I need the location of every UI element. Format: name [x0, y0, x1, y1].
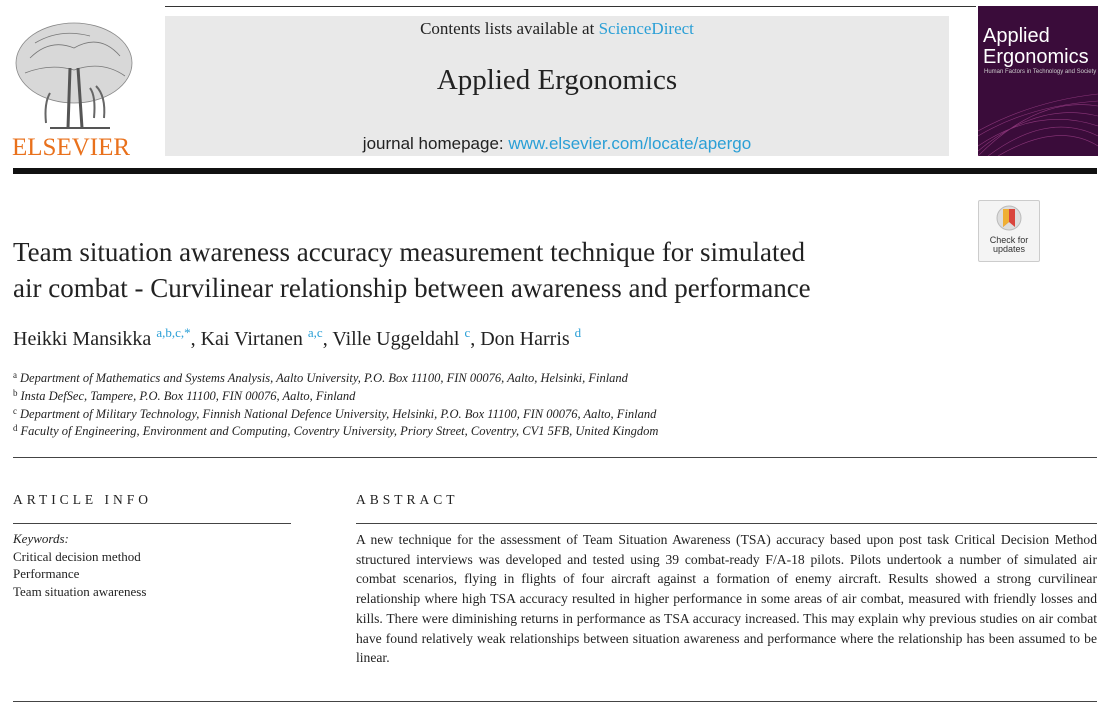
cover-title-line1: Applied [983, 25, 1050, 47]
author-separator: , [190, 328, 201, 350]
cover-subtitle: Human Factors in Technology and Society [984, 69, 1097, 75]
affiliation-text: Insta DefSec, Tampere, P.O. Box 11100, FIN 00076, Aalto, Finland [20, 389, 356, 403]
author-name[interactable]: Don Harris [480, 328, 570, 350]
cover-title-line2: Ergonomics [983, 46, 1089, 68]
affiliation-c [13, 406, 656, 422]
bookmark-icon [996, 205, 1022, 235]
abstract-text: A new technique for the assessment of Team Situation Awareness (TSA) accuracy based upon post task Critical Decision Method structured interviews was developed and tested using 39 combat-ready F/A-18 pilots. Pilots undertook a number of simulated air combat scenarios, flying in flights of four aircraft against a formation of enemy aircraft. Results showed a strong curvilinear relationship where high TSA accuracy resulted in higher performance in some areas of air combat, measured with friendly losses and kills. There were diminishing returns in performance as TSA accuracy increased. This may explain why previous studies on air combat have found relatively weak relationships between situation awareness and performance where the relationship has been assumed to be linear. [356, 532, 1097, 666]
affiliation-a [13, 370, 628, 386]
keyword-item: Team situation awareness [13, 584, 147, 599]
cfu-line1: Check for [989, 235, 1029, 245]
author-name[interactable]: Ville Uggeldahl [332, 328, 460, 350]
keywords-label: Keywords: [13, 531, 69, 546]
affiliation-text: Department of Mathematics and Systems Analysis, Aalto University, P.O. Box 11100, FIN 00076, Aalto, Helsinki, Finland [20, 371, 628, 385]
author-separator: , [322, 328, 333, 350]
sciencedirect-link[interactable]: ScienceDirect [598, 19, 694, 38]
author-name[interactable]: Heikki Mansikka [13, 328, 152, 350]
journal-homepage-line [165, 134, 949, 154]
check-for-updates-label [979, 236, 1039, 254]
bottom-divider [13, 701, 1097, 702]
affiliation-mark: b [13, 388, 18, 398]
journal-cover[interactable] [978, 6, 1098, 156]
author-list [13, 325, 581, 351]
affiliation-mark: d [13, 423, 18, 433]
author-affiliation-marks[interactable]: a,b,c,* [156, 325, 191, 340]
title-line2: air combat - Curvilinear relationship between awareness and performance [13, 273, 811, 303]
article-info-rule [13, 523, 291, 524]
affiliation-mark: a [13, 370, 17, 380]
title-line1: Team situation awareness accuracy measurement technique for simulated [13, 237, 806, 267]
header-top-rule [165, 6, 976, 7]
cfu-line2: updates [992, 244, 1026, 254]
keyword-item: Critical decision method [13, 549, 141, 564]
affiliation-d [13, 423, 658, 439]
check-for-updates-button[interactable] [978, 200, 1040, 262]
contents-line [165, 19, 949, 39]
tree-icon [10, 18, 138, 136]
abstract-rule [356, 523, 1097, 524]
author-affiliation-marks[interactable]: c [464, 325, 471, 340]
author-name[interactable]: Kai Virtanen [200, 328, 303, 350]
section-divider [13, 457, 1097, 458]
affiliation-mark: c [13, 406, 17, 416]
article-title [13, 234, 973, 306]
affiliation-text: Faculty of Engineering, Environment and Computing, Coventry University, Priory Street, Coventry, CV1 5FB, United Kingdom [20, 424, 659, 438]
author-separator: , [470, 328, 481, 350]
author-affiliation-marks[interactable]: a,c [307, 325, 323, 340]
cover-title [983, 26, 1089, 68]
homepage-prefix: journal homepage: [362, 134, 509, 153]
affiliation-b [13, 388, 355, 404]
affiliation-text: Department of Military Technology, Finnish National Defence University, Helsinki, P.O. Box 11100, FIN 00076, Aalto, Finland [20, 407, 657, 421]
elsevier-wordmark: ELSEVIER [12, 134, 131, 161]
header-thick-rule [13, 168, 1097, 174]
contents-prefix: Contents lists available at [420, 19, 599, 38]
article-info-heading: ARTICLE INFO [13, 492, 153, 507]
author-affiliation-marks[interactable]: d [574, 325, 582, 340]
keyword-item: Performance [13, 566, 80, 581]
abstract-heading: ABSTRACT [356, 492, 459, 507]
homepage-link[interactable]: www.elsevier.com/locate/apergo [508, 134, 752, 153]
journal-title: Applied Ergonomics [436, 64, 678, 96]
